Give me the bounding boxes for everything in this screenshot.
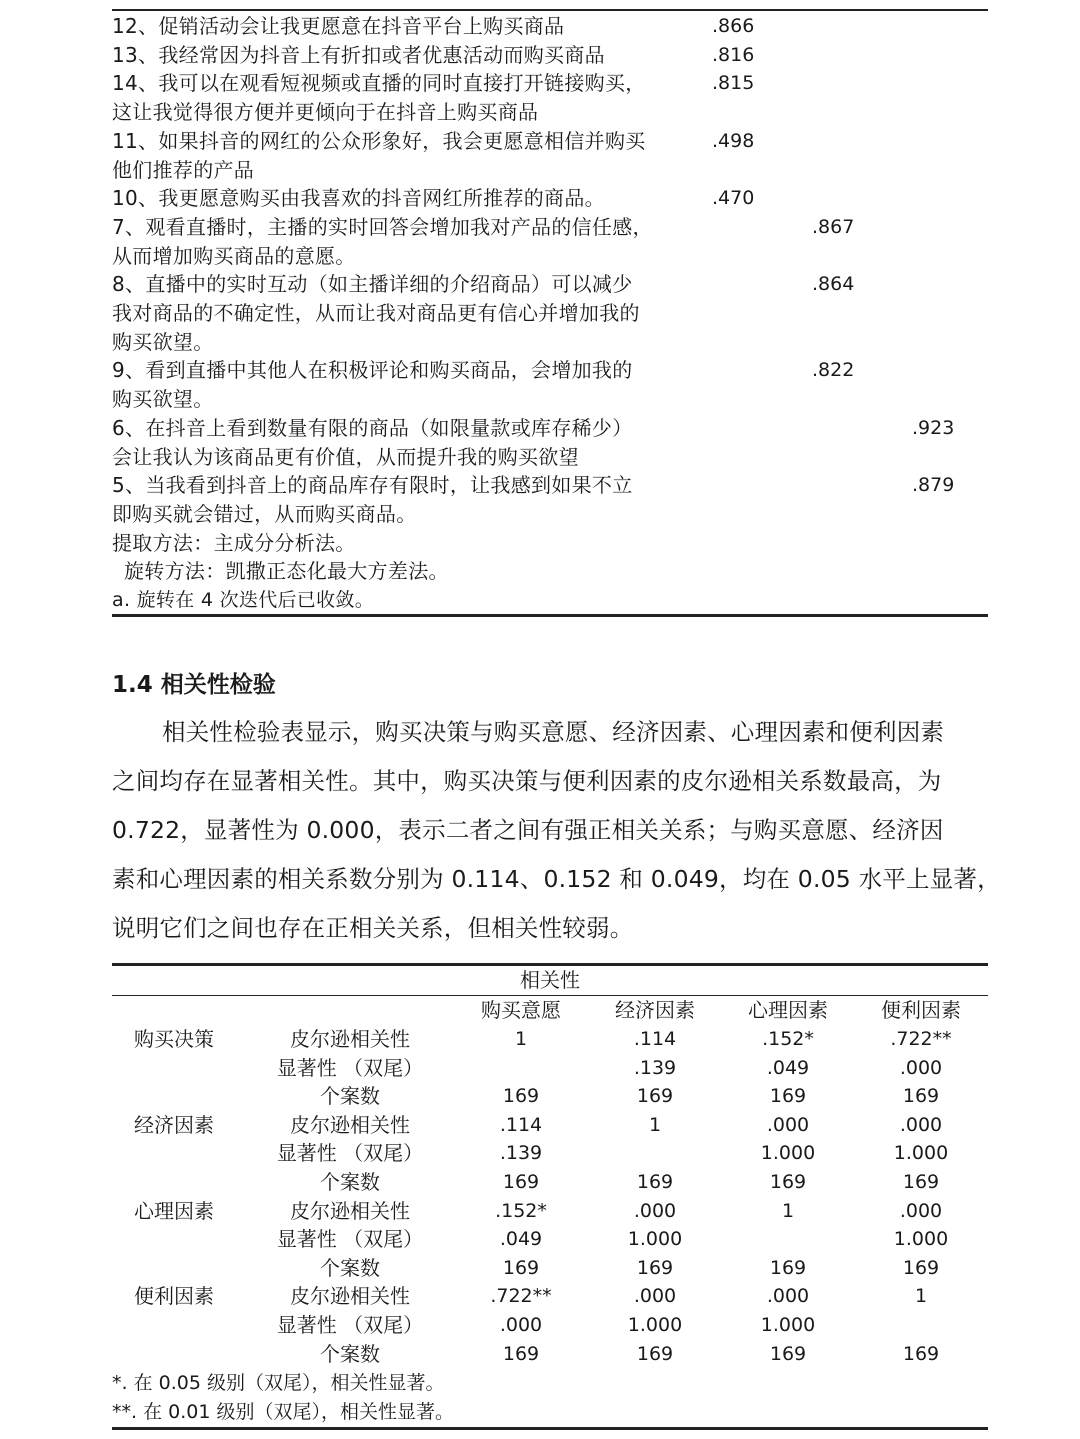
table-cell: .049 [499,1228,543,1251]
table-cell: 1.000 [893,1142,949,1165]
table-cell: .000 [899,1113,943,1136]
table-footnote: *. 在 0.05 级别（双尾），相关性显著。 [112,1372,445,1394]
loadings-note: a. 旋转在 4 次迭代后已收敛。 [112,589,374,611]
stat-label: 个案数 [320,1084,380,1109]
table-cell: 169 [902,1085,940,1108]
table-cell: 169 [769,1171,807,1193]
loading-value: .816 [712,43,755,66]
loading-value: .923 [912,416,955,439]
row-group-label: 购买决策 [134,1027,214,1051]
table-cell: 1.000 [760,1314,816,1336]
table-cell: 1.000 [760,1142,816,1165]
table-cell: 169 [902,1256,940,1279]
table-footnote: **. 在 0.01 级别（双尾），相关性显著。 [112,1400,454,1423]
paragraph-line: 素和心理因素的相关系数分别为 0.114、0.152 和 0.049，均在 0.05 水平上显著， [112,865,1001,893]
table-cell: .000 [633,1285,677,1308]
table-cell: .000 [766,1285,810,1308]
loading-item-text: 我对商品的不确定性，从而让我对商品更有信心并增加我的 [112,301,640,325]
section-title: 1.4 相关性检验 [112,672,276,698]
table-cell: 169 [502,1171,540,1193]
loading-item-text: 11、如果抖音的网红的公众形象好，我会更愿意相信并购买 [112,128,646,153]
loading-item-text: 即购买就会错过，从而购买商品。 [112,501,417,526]
table-cell: .152* [495,1199,547,1222]
table-cell: 169 [636,1085,674,1108]
table-cell: 1.000 [627,1314,683,1336]
loading-item-text: 7、观看直播时，主播的实时回答会增加我对产品的信任感， [112,214,653,239]
stat-label: 显著性 （双尾） [276,1055,424,1080]
loading-item-text: 从而增加购买商品的意愿。 [112,243,356,268]
loading-item-text: 6、在抖音上看到数量有限的商品（如限量款或库存稀少） [112,415,633,440]
loading-value: .867 [812,215,855,238]
section-paragraph [112,708,1001,958]
table-cell: 169 [769,1256,807,1279]
table-cell: 169 [902,1342,940,1365]
table-cell: .000 [899,1199,943,1222]
table-cell: 1 [781,1199,795,1222]
loading-item-text: 这让我觉得很方便并更倾向于在抖音上购买商品 [112,100,539,125]
loading-value: .470 [712,187,755,210]
table-cell: .000 [499,1314,543,1336]
table-cell: 169 [636,1171,674,1193]
table-cell: .722** [890,1028,952,1050]
row-group-label: 经济因素 [134,1112,214,1137]
loading-item-text: 购买欲望。 [112,387,214,412]
loading-value: .815 [712,72,755,95]
column-header: 便利因素 [881,998,961,1022]
table-cell: .722** [490,1285,552,1308]
stat-label: 个案数 [320,1170,380,1194]
table-cell: .049 [766,1056,810,1079]
loading-item-text: 14、我可以在观看短视频或直播的同时直接打开链接购买， [112,71,646,96]
table-cell: 169 [769,1085,807,1108]
stat-label: 显著性 （双尾） [276,1141,424,1166]
loading-item-text: 购买欲望。 [112,329,214,354]
table-cell: .000 [766,1113,810,1136]
table-cell: 1 [514,1028,528,1050]
table-cell: 169 [902,1171,940,1193]
stat-label: 个案数 [320,1255,380,1280]
column-header: 购买意愿 [481,998,561,1022]
stat-label: 皮尔逊相关性 [290,1027,410,1051]
table-cell: .000 [633,1199,677,1222]
paragraph-line: 相关性检验表显示，购买决策与购买意愿、经济因素、心理因素和便利因素 [162,718,945,746]
table-cell: 1 [914,1285,928,1308]
column-header: 经济因素 [615,998,695,1022]
stat-label: 显著性 （双尾） [276,1313,424,1337]
table-cell: .139 [499,1142,543,1165]
corr-table-bottom-rule [112,1427,988,1430]
table-cell: .000 [899,1056,943,1079]
loading-item-text: 10、我更愿意购买由我喜欢的抖音网红所推荐的商品。 [112,186,605,211]
stat-label: 皮尔逊相关性 [290,1112,410,1137]
paragraph-line: 说明它们之间也存在正相关关系，但相关性较弱。 [112,914,634,942]
loading-value: .866 [712,15,755,37]
stat-label: 皮尔逊相关性 [290,1284,410,1309]
table-cell: .152* [762,1028,814,1050]
stat-label: 个案数 [320,1341,380,1366]
table-cell: .114 [633,1028,677,1050]
stat-label: 显著性 （双尾） [276,1227,424,1252]
table-cell: 169 [769,1342,807,1365]
paragraph-line: 0.722，显著性为 0.000，表示二者之间有强正相关关系；与购买意愿、经济因 [112,816,944,844]
row-group-label: 便利因素 [134,1284,214,1309]
loading-item-text: 8、直播中的实时互动（如主播详细的介绍商品）可以减少 [112,272,633,297]
row-group-label: 心理因素 [134,1198,214,1223]
loadings-note: 旋转方法：凯撒正态化最大方差法。 [124,559,449,584]
loading-item-text: 他们推荐的产品 [112,157,255,182]
table-cell: 1 [648,1113,662,1136]
loadings-note: 提取方法：主成分分析法。 [112,530,356,555]
loading-item-text: 13、我经常因为抖音上有折扣或者优惠活动而购买商品 [112,42,605,67]
table-cell: 169 [502,1085,540,1108]
table-cell: 1.000 [893,1228,949,1251]
loading-item-text: 会让我认为该商品更有价值，从而提升我的购买欲望 [112,444,579,469]
loading-item-text: 5、当我看到抖音上的商品库存有限时，让我感到如果不立 [112,473,633,498]
table-cell: 169 [636,1342,674,1365]
loading-value: .879 [912,474,955,497]
table-cell: 169 [636,1256,674,1279]
stat-label: 皮尔逊相关性 [290,1198,410,1223]
top-rule [112,9,988,11]
table-cell: 1.000 [627,1228,683,1251]
loading-value: .498 [712,129,755,152]
loading-item-text: 12、促销活动会让我更愿意在抖音平台上购买商品 [112,14,565,38]
loading-item-text: 9、看到直播中其他人在积极评论和购买商品，会增加我的 [112,358,633,383]
table-cell: 169 [502,1256,540,1279]
loading-value: .864 [812,273,855,296]
loading-value: .822 [812,359,855,382]
corr-table-title: 相关性 [520,968,580,992]
paragraph-line: 之间均存在显著相关性。其中，购买决策与便利因素的皮尔逊相关系数最高，为 [112,767,942,795]
table-cell: .139 [633,1056,677,1079]
column-header: 心理因素 [748,998,828,1022]
table-cell: .114 [499,1113,543,1136]
table-cell: 169 [502,1342,540,1365]
loadings-bottom-rule [112,614,988,617]
